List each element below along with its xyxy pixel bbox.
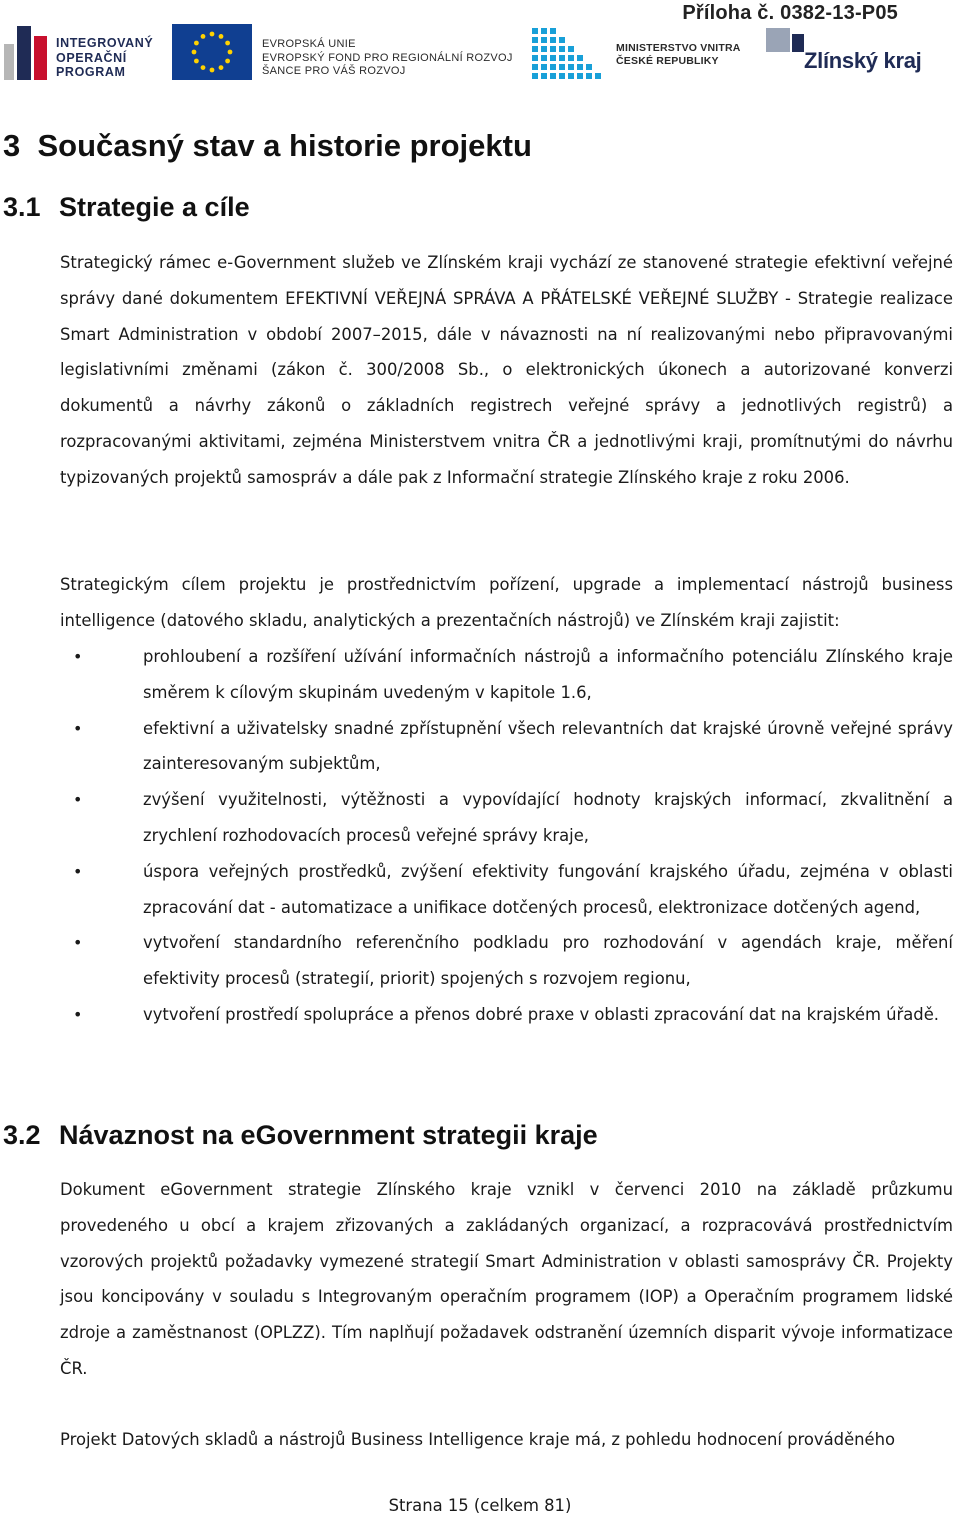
bullet-icon: • [73,647,83,666]
bullet-icon: • [73,933,83,953]
eu-flag-icon [172,24,252,80]
mv-logo [530,22,740,84]
section-3-1-paragraph-1: Strategický rámec e-Government služeb ve Zlínském kraji vychází ze stanovené strategie efektivní veřejné správy dané dokumentem EFEKTIVNÍ VEŘEJNÁ SPRÁVA A PŘÁTELSKÉ VEŘEJNÉ SLUŽBY - Strategie realizace Smart Administration v období 2007–2015, dále v návaznosti na ní realizovanými nebo připravovanými legislativními změnami (zákon č. 300/2008 Sb., o elektronických úkonech a autorizované konverzi dokumentů a návrhy zákonů o základních registrech veřejné správy a jednotlivých registrů) a rozpracovanými aktivitami, zejména Ministerstvem vnitra ČR a jednotlivými kraji, promítnutými do návrhu typizovaných projektů samospráv a dále pak z Informační strategie Zlínského kraje z roku 2006. [60,253,953,487]
list-item [60,782,953,854]
bullet-icon: • [73,790,83,810]
list-item-text: úspora veřejných prostředků, zvýšení efektivity fungování krajského úřadu, zejména v oblasti zpracování dat - automatizace a unifikace dotčených procesů, elektronizace dotčených agend, [143,861,953,917]
list-item-text: prohloubení a rozšíření užívání informačních nástrojů a informačního potenciálu Zlínského kraje směrem k cílovým skupinám uvedeným v kapitole 1.6, [143,647,953,702]
section-3-1-paragraph-2: Strategickým cílem projektu je prostřednictvím pořízení, upgrade a implementací nástrojů business intelligence (datového skladu, analytických a prezentačních nástrojů) ve Zlínském kraji zajistit: [60,575,953,630]
list-item-text: vytvoření standardního referenčního podkladu pro rozhodování v agendách kraje, měření efektivity procesů (strategií, priorit) spojených s rozvojem regionu, [143,933,953,989]
section-3-1-number: 3.1 [3,192,41,222]
iop-logo [4,22,154,84]
list-item [60,925,953,997]
bullet-icon: • [73,718,83,738]
mv-logo-line-1: MINISTERSTVO VNITRA [616,42,741,54]
bullet-icon: • [73,1004,83,1024]
goals-list [60,639,953,1033]
eu-logo-line-1: EVROPSKÁ UNIE [262,38,356,50]
list-item-text: vytvoření prostředí spolupráce a přenos dobré praxe v oblasti zpracování dat na krajském úřadě. [143,1004,939,1024]
mv-dots-icon [530,26,606,82]
list-item-text: zvýšení využitelnosti, výtěžnosti a vypovídající hodnoty krajských informací, zkvalitnění a zrychlení rozhodovacích procesů veřejné správy kraje, [143,790,953,845]
eu-logo-line-2: EVROPSKÝ FOND PRO REGIONÁLNÍ ROZVOJ [262,51,513,64]
list-item-text: efektivní a uživatelsky snadné zpřístupnění všech relevantních dat krajské úrovně veřejné správy zainteresovaným subjektům, [143,718,953,774]
iop-logo-line-3: PROGRAM [56,65,126,79]
section-3-2-paragraph-2: Projekt Datových skladů a nástrojů Business Intelligence kraje má, z pohledu hodnocení prováděného [60,1430,896,1449]
list-item [60,639,953,711]
section-3-2-title: Návaznost na eGovernment strategii kraje [59,1120,598,1150]
section-3-2-paragraph-1: Dokument eGovernment strategie Zlínského kraje vznikl v červenci 2010 na základě průzkumu provedeného u obcí a krajem zřizovaných a zakládaných organizací, a rozpracovává prostřednictvím vzorových projektů požadavky vymezené strategií Smart Administration v oblasti samosprávy ČR. Projekty jsou koncipovány v souladu s Integrovaným operačním programem (IOP) a Operačním programem lidské zdroje a zaměstnanost (OPLZZ). Tím naplňují požadavek odstranění územních disparit vývoje informatizace ČR. [60,1180,953,1378]
section-3-2-heading [3,1120,598,1151]
section-3-1-heading [3,192,250,223]
eu-logo [172,22,512,84]
list-item [60,997,953,1033]
mv-logo-line-2: ČESKÉ REPUBLIKY [616,55,719,67]
list-item [60,854,953,926]
section-3-2-number: 3.2 [3,1120,41,1150]
iop-logo-line-2: OPERAČNÍ [56,50,127,65]
iop-logo-line-1: INTEGROVANÝ [56,36,154,50]
attachment-label: Příloha č. 0382-13-P05 [682,2,898,24]
zlin-logo [762,22,958,84]
chapter-title: 3 Současný stav a historie projektu [3,128,532,163]
eu-logo-line-3: ŠANCE PRO VÁŠ ROZVOJ [262,65,406,77]
zlin-logo-text: Zlínský kraj [804,48,922,73]
section-3-1-title: Strategie a cíle [59,192,250,222]
bullet-icon: • [73,861,83,881]
page-number: Strana 15 (celkem 81) [388,1496,572,1515]
list-item [60,711,953,783]
iop-emblem-icon [4,26,52,84]
